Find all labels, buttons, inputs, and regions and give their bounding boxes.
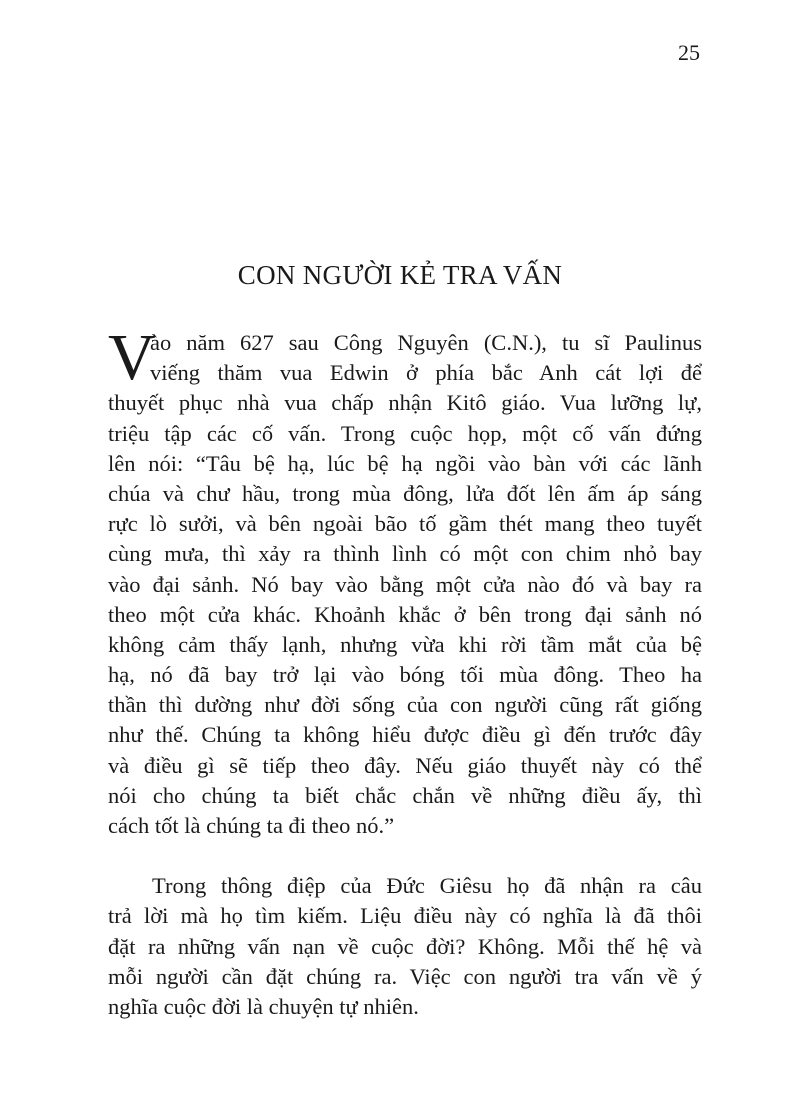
text-line: đặt ra những vấn nạn về cuộc đời? Không. Mỗi thế hệ và [108, 933, 702, 959]
text-line: chúa và chư hầu, trong mùa đông, lửa đốt lên ấm áp sáng [108, 480, 702, 506]
text-line: thần thì dường như đời sống của con người cũng rất giống [108, 692, 702, 718]
paragraph-2 [108, 871, 702, 1022]
text-line: ào năm 627 sau Công Nguyên (C.N.), tu sĩ Paulinus [150, 330, 702, 355]
paragraph-1 [108, 321, 702, 841]
text-line: hạ, nó đã bay trở lại vào bóng tối mùa đông. Theo ha [108, 662, 702, 688]
text-line: theo một cửa khác. Khoảnh khắc ở bên trong đại sảnh nó [108, 601, 702, 627]
text-line: thuyết phục nhà vua chấp nhận Kitô giáo. Vua lưỡng lự, [108, 390, 702, 416]
text-line: rực lò sưởi, và bên ngoài bão tố gầm thét mang theo tuyết [108, 511, 702, 537]
chapter-title: CON NGƯỜI KẺ TRA VẤN [237, 260, 563, 290]
text-line: như thế. Chúng ta không hiểu được điều gì đến trước đây [108, 722, 702, 748]
text-line: cùng mưa, thì xảy ra thình lình có một con chim nhỏ bay [108, 541, 702, 567]
text-line: mỗi người cần đặt chúng ra. Việc con người tra vấn về ý [108, 963, 702, 989]
text-line: không cảm thấy lạnh, nhưng vừa khi rời tầm mắt của bệ [108, 631, 702, 657]
text-line: vào đại sảnh. Nó bay vào bằng một cửa nào đó và bay ra [108, 571, 702, 597]
drop-cap: V [108, 321, 156, 394]
text-line: triệu tập các cố vấn. Trong cuộc họp, một cố vấn đứng [108, 420, 702, 446]
text-line: viếng thăm vua Edwin ở phía bắc Anh cát lợi để [150, 360, 702, 386]
page-number: 25 [678, 40, 700, 65]
text-line: và điều gì sẽ tiếp theo đây. Nếu giáo thuyết này có thể [108, 752, 702, 778]
text-line: nói cho chúng ta biết chắc chắn về những điều ấy, thì [108, 782, 702, 808]
text-line: trả lời mà họ tìm kiếm. Liệu điều này có nghĩa là đã thôi [108, 903, 702, 929]
text-line: nghĩa cuộc đời là chuyện tự nhiên. [108, 993, 419, 1019]
text-line: cách tốt là chúng ta đi theo nó.” [108, 813, 395, 838]
text-line: Trong thông điệp của Đức Giêsu họ đã nhận ra câu [152, 873, 702, 899]
text-line: lên nói: “Tâu bệ hạ, lúc bệ hạ ngồi vào bàn với các lãnh [108, 450, 702, 476]
body-text [108, 321, 702, 1022]
